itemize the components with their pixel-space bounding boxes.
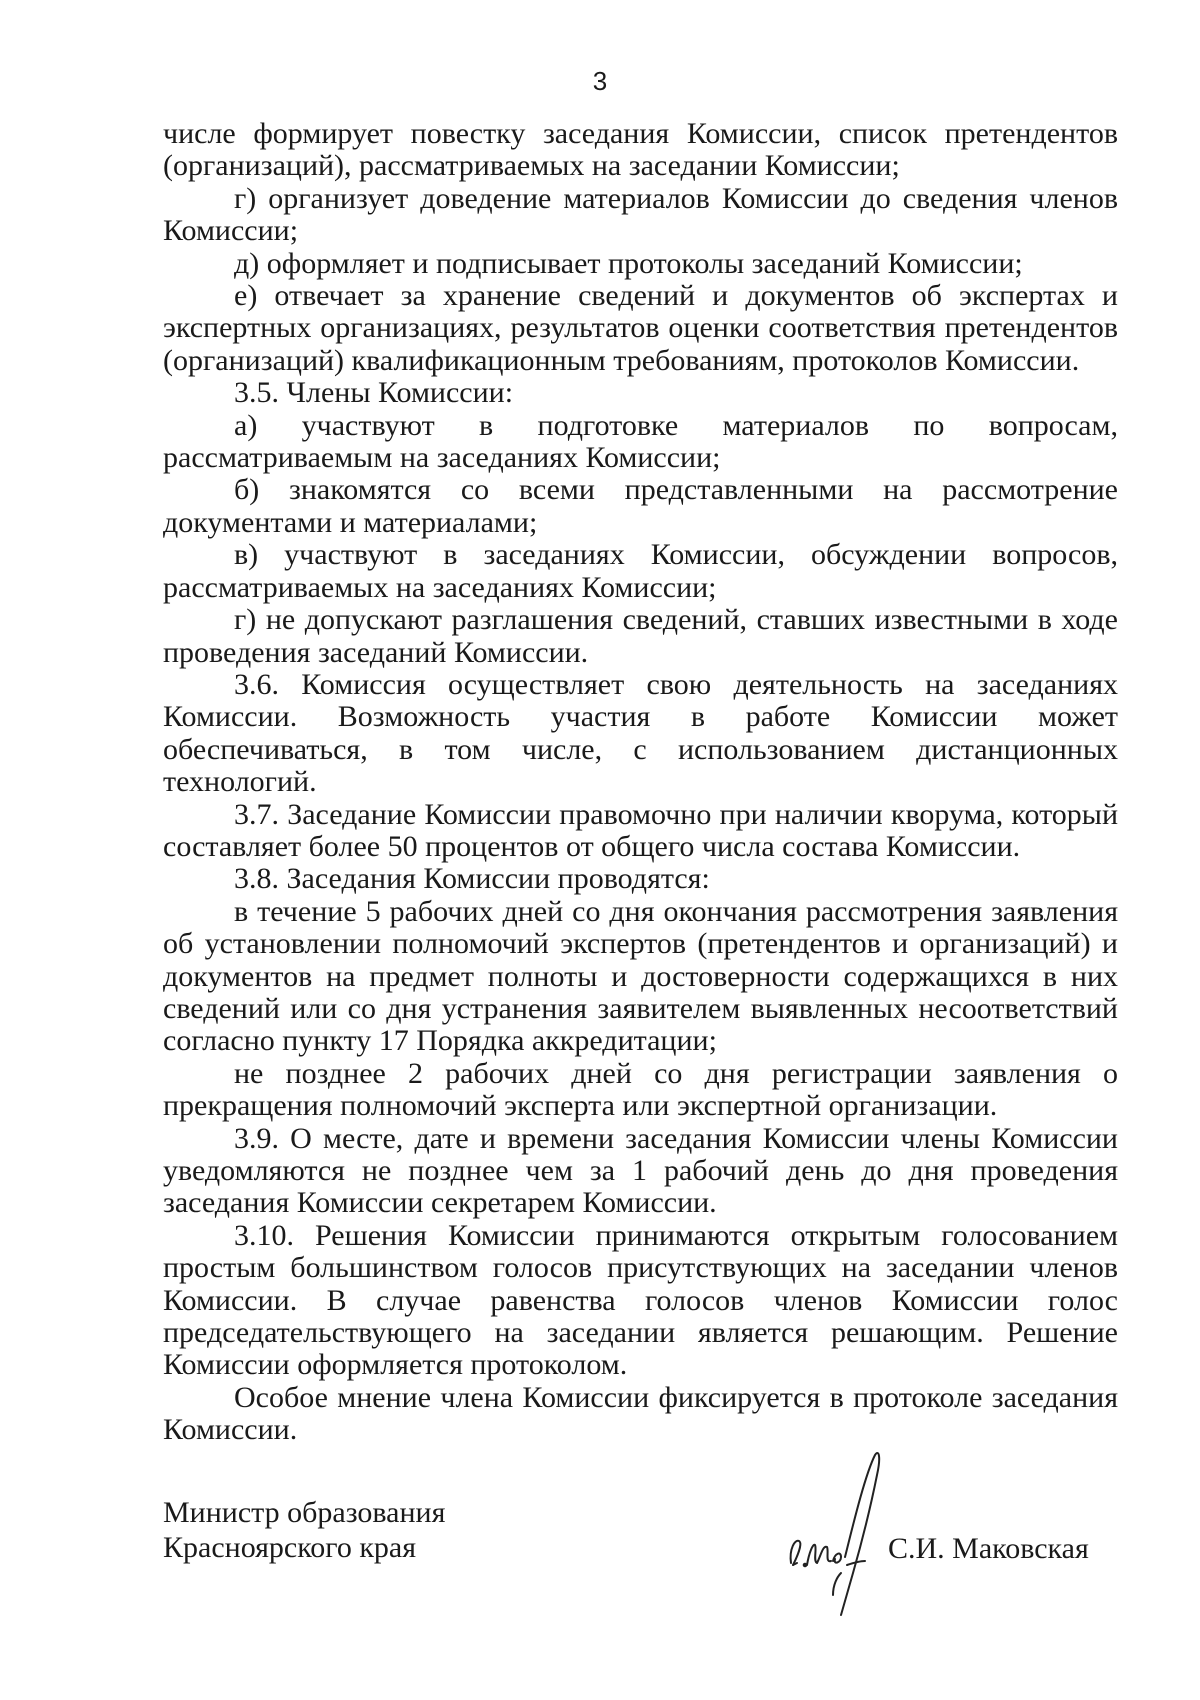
paragraph: 3.7. Заседание Комиссии правомочно при наличии кворума, который составляет более 50 процентов от общего числа состава Комиссии. [163, 797, 1118, 863]
paragraph: е) отвечает за хранение сведений и документов об экспертах и экспертных организациях, результатов оценки соответствия претендентов (организаций) квалификационным требованиям, протоколов Комиссии. [163, 279, 1118, 377]
document-body [163, 118, 1118, 1447]
paragraph: д) оформляет и подписывает протоколы заседаний Комиссии; [234, 246, 1023, 280]
position-line-2: Красноярского края [163, 1531, 417, 1564]
paragraph: в течение 5 рабочих дней со дня окончания рассмотрения заявления об установлении полномочий экспертов (претендентов и организаций) и документов на предмет полноты и достоверности содержащихся в них сведений или со дня устранения заявителем выявленных несоответствий согласно пункту 17 Порядка аккредитации; [163, 894, 1118, 1058]
paragraph: 3.9. О месте, дате и времени заседания Комиссии члены Комиссии уведомляются не позднее чем за 1 рабочий день до дня проведения заседания Комиссии секретарем Комиссии. [163, 1121, 1118, 1220]
paragraph: 3.10. Решения Комиссии принимаются открытым голосованием простым большинством голосов присутствующих на заседании членов Комиссии. В случае равенства голосов членов Комиссии голос председательствующего на заседании является решающим. Решение Комиссии оформляется протоколом. [163, 1218, 1118, 1382]
paragraph: 3.6. Комиссия осуществляет свою деятельность на заседаниях Комиссии. Возможность участия в работе Комиссии может обеспечиваться, в том числе, с использованием дистанционных технологий. [163, 667, 1118, 799]
paragraph: б) знакомятся со всеми представленными на рассмотрение документами и материалами; [163, 473, 1118, 539]
paragraph: Особое мнение члена Комиссии фиксируется в протоколе заседания Комиссии. [163, 1380, 1118, 1447]
paragraph: а) участвуют в подготовке материалов по вопросам, рассматриваемым на заседаниях Комиссии; [163, 408, 1118, 475]
signature-block [163, 1495, 1118, 1675]
official-position [163, 1495, 445, 1565]
paragraph: г) не допускают разглашения сведений, ставших известными в ходе проведения заседаний Комиссии. [163, 603, 1118, 669]
handwritten-signature [783, 1445, 893, 1625]
position-line-1: Министр образования [163, 1496, 446, 1529]
paragraph: в) участвуют в заседаниях Комиссии, обсуждении вопросов, рассматриваемых на заседаниях Комиссии; [163, 538, 1118, 604]
page-number: 3 [592, 66, 608, 96]
paragraph: 3.8. Заседания Комиссии проводятся: [234, 862, 710, 896]
paragraph: числе формирует повестку заседания Комиссии, список претендентов (организаций), рассматриваемых на заседании Комиссии; [163, 117, 1118, 183]
paragraph: 3.5. Члены Комиссии: [234, 376, 514, 410]
signer-name: С.И. Маковская [888, 1532, 1089, 1565]
paragraph: не позднее 2 рабочих дней со дня регистрации заявления о прекращения полномочий эксперта или экспертной организации. [163, 1056, 1118, 1123]
paragraph: г) организует доведение материалов Комиссии до сведения членов Комиссии; [163, 181, 1118, 248]
